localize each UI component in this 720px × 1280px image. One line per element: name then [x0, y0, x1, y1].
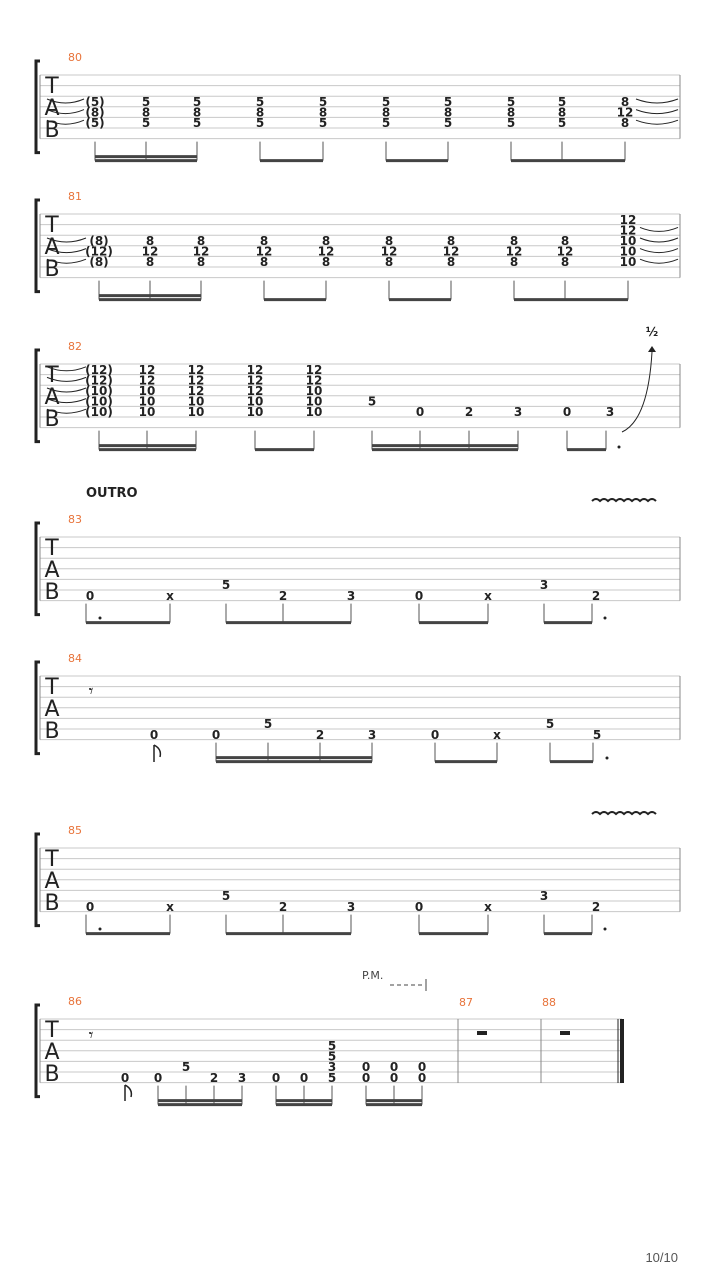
- fret-number: 0: [414, 899, 424, 914]
- fret-number: 10: [138, 394, 156, 409]
- measure-number: 87: [459, 996, 473, 1009]
- fret-number: 12: [619, 212, 637, 227]
- fret-number: 8: [318, 105, 328, 120]
- fret-number: (8): [85, 105, 105, 120]
- fret-number: 12: [305, 373, 323, 388]
- fret-number: 5: [255, 116, 265, 131]
- fret-number: 8: [321, 234, 331, 248]
- fret-number: 8: [321, 255, 331, 270]
- tab-clef-letter: A: [44, 558, 60, 583]
- tab-clef-letter: T: [45, 74, 59, 99]
- fret-number: 8: [384, 234, 394, 248]
- fret-number: 10: [305, 384, 323, 398]
- fret-number: 8: [620, 95, 630, 109]
- tab-clef-letter: B: [44, 580, 60, 605]
- fret-number: 12: [619, 223, 637, 238]
- tab-clef-letter: B: [44, 891, 60, 916]
- fret-number: 8: [255, 105, 265, 120]
- tab-clef-letter: A: [44, 385, 60, 410]
- section-label: OUTRO: [86, 486, 138, 501]
- bend-label: ½: [645, 325, 659, 339]
- fret-number: 0: [417, 1070, 427, 1085]
- fret-number: 2: [591, 588, 601, 603]
- fret-number: 0: [414, 588, 424, 603]
- fret-number: 5: [327, 1039, 337, 1053]
- tab-clef-letter: A: [44, 697, 60, 722]
- fret-number: x: [166, 899, 174, 914]
- tab-clef-letter: T: [45, 536, 59, 561]
- fret-number: x: [166, 588, 174, 603]
- fret-number: 5: [327, 1049, 337, 1064]
- fret-number: 12: [556, 244, 574, 259]
- fret-number: 8: [443, 105, 453, 120]
- fret-number: 8: [196, 255, 206, 270]
- system-bracket: [36, 662, 40, 754]
- fret-number: 0: [361, 1060, 371, 1075]
- fret-number: 10: [619, 255, 637, 270]
- system-bracket: [36, 200, 40, 292]
- fret-number: 0: [211, 727, 221, 742]
- fret-number: 3: [605, 405, 615, 420]
- fret-number: 10: [305, 405, 323, 420]
- fret-number: 5: [141, 116, 151, 131]
- fret-number: 12: [187, 384, 205, 398]
- fret-number: 5: [367, 394, 377, 409]
- fret-number: 5: [192, 116, 202, 131]
- measure-number: 82: [68, 340, 82, 353]
- fret-number: 12: [138, 362, 156, 377]
- fret-number: 12: [246, 373, 264, 388]
- fret-number: 10: [246, 394, 264, 409]
- tab-clef-letter: T: [45, 363, 59, 388]
- fret-number: 10: [138, 384, 156, 398]
- fret-number: 0: [389, 1070, 399, 1085]
- tie-arc: [636, 110, 678, 114]
- fret-number: (5): [85, 95, 105, 109]
- fret-number: 8: [145, 255, 155, 270]
- tab-system: [36, 995, 622, 1105]
- fret-number: (5): [85, 116, 105, 131]
- fret-number: x: [484, 588, 492, 603]
- page-number: 10/10: [645, 1250, 678, 1265]
- fret-number: 8: [192, 105, 202, 120]
- eighth-rest: 𝄾: [88, 681, 94, 702]
- fret-number: 2: [278, 588, 288, 603]
- fret-number: 12: [246, 384, 264, 398]
- fret-number: 12: [305, 362, 323, 377]
- fret-number: 3: [346, 588, 356, 603]
- fret-number: 8: [196, 234, 206, 248]
- fret-number: 12: [141, 244, 159, 259]
- tab-clef-letter: T: [45, 675, 59, 700]
- tab-system: [36, 513, 680, 623]
- fret-number: 12: [192, 244, 210, 259]
- fret-number: 8: [145, 234, 155, 248]
- fret-number: 2: [591, 899, 601, 914]
- system-bracket: [36, 834, 40, 926]
- fret-number: 10: [187, 394, 205, 409]
- dot: [604, 928, 607, 931]
- fret-number: 2: [209, 1070, 219, 1085]
- grace-flag: [154, 745, 160, 762]
- fret-number: 0: [417, 1060, 427, 1075]
- fret-number: (10): [85, 405, 113, 420]
- fret-number: 5: [381, 116, 391, 131]
- fret-number: 3: [539, 889, 549, 904]
- fret-number: 5: [263, 717, 273, 732]
- system-bracket: [36, 350, 40, 442]
- fret-number: (12): [85, 373, 113, 388]
- fret-number: 0: [149, 727, 159, 742]
- fret-number: 3: [367, 727, 377, 742]
- tab-clef-letter: A: [44, 96, 60, 121]
- measure-number: 81: [68, 190, 82, 203]
- dot: [99, 617, 102, 620]
- fret-number: 5: [545, 717, 555, 732]
- fret-number: 8: [560, 255, 570, 270]
- tab-clef-letter: A: [44, 869, 60, 894]
- tie-arc: [640, 238, 678, 242]
- vibrato-mark: [592, 499, 656, 501]
- fret-number: 0: [389, 1060, 399, 1075]
- tie-arc: [640, 249, 678, 253]
- fret-number: 0: [120, 1070, 130, 1085]
- fret-number: 2: [315, 727, 325, 742]
- fret-number: 12: [138, 373, 156, 388]
- fret-number: 0: [85, 588, 95, 603]
- measure-number: 86: [68, 995, 82, 1008]
- measure-number: 84: [68, 652, 82, 665]
- bend-arrowhead: [648, 346, 656, 352]
- fret-number: 10: [619, 244, 637, 259]
- fret-number: 5: [141, 95, 151, 109]
- final-barline-thick: [620, 1019, 624, 1083]
- fret-number: 5: [327, 1070, 337, 1085]
- fret-number: (12): [85, 244, 113, 259]
- fret-number: 8: [509, 234, 519, 248]
- tie-arc: [636, 99, 678, 103]
- whole-rest: [560, 1031, 570, 1035]
- fret-number: 10: [187, 405, 205, 420]
- fret-number: 5: [557, 95, 567, 109]
- tab-clef-letter: B: [44, 118, 60, 143]
- fret-number: 5: [557, 116, 567, 131]
- fret-number: (8): [89, 234, 109, 248]
- fret-number: 10: [619, 234, 637, 248]
- fret-number: 12: [255, 244, 273, 259]
- measure-number: 85: [68, 824, 82, 837]
- dot: [604, 617, 607, 620]
- dot: [618, 446, 621, 449]
- tab-system: [36, 51, 680, 161]
- fret-number: 8: [506, 105, 516, 120]
- fret-number: 8: [259, 255, 269, 270]
- fret-number: 5: [221, 578, 231, 593]
- fret-number: 8: [446, 255, 456, 270]
- fret-number: 3: [346, 899, 356, 914]
- fret-number: 3: [513, 405, 523, 420]
- system-bracket: [36, 1005, 40, 1097]
- fret-number: 8: [557, 105, 567, 120]
- tie-arc: [636, 120, 678, 124]
- fret-number: 8: [381, 105, 391, 120]
- fret-number: 0: [430, 727, 440, 742]
- tab-system: [36, 340, 680, 450]
- fret-number: 5: [443, 116, 453, 131]
- tab-clef-letter: A: [44, 235, 60, 260]
- dot: [99, 928, 102, 931]
- fret-number: 12: [317, 244, 335, 259]
- fret-number: 8: [509, 255, 519, 270]
- fret-number: 3: [539, 578, 549, 593]
- fret-number: 5: [318, 116, 328, 131]
- fret-number: x: [484, 899, 492, 914]
- fret-number: 10: [305, 394, 323, 409]
- fret-number: 0: [271, 1070, 281, 1085]
- tab-clef-letter: T: [45, 1018, 59, 1043]
- fret-number: 12: [616, 105, 634, 120]
- fret-number: 3: [237, 1070, 247, 1085]
- grace-flag: [125, 1085, 131, 1101]
- fret-number: 12: [442, 244, 460, 259]
- fret-number: 5: [592, 727, 602, 742]
- tab-clef-letter: T: [45, 847, 59, 872]
- fret-number: 12: [246, 362, 264, 377]
- measure-number: 80: [68, 51, 82, 64]
- tab-system: [36, 652, 680, 762]
- fret-number: 8: [446, 234, 456, 248]
- fret-number: x: [493, 727, 501, 742]
- vibrato-mark: [592, 812, 656, 814]
- fret-number: (10): [85, 394, 113, 409]
- tab-system: [36, 824, 680, 934]
- fret-number: 5: [192, 95, 202, 109]
- fret-number: 5: [381, 95, 391, 109]
- system-bracket: [36, 523, 40, 615]
- fret-number: 5: [443, 95, 453, 109]
- whole-rest: [477, 1031, 487, 1035]
- tab-system: [36, 190, 680, 300]
- tie-arc: [640, 259, 678, 263]
- eighth-rest: 𝄾: [88, 1025, 94, 1046]
- fret-number: 0: [299, 1070, 309, 1085]
- fret-number: 8: [384, 255, 394, 270]
- fret-number: 10: [246, 405, 264, 420]
- tab-clef-letter: B: [44, 1062, 60, 1087]
- palm-mute-label: P.M.: [362, 969, 384, 982]
- fret-number: 3: [327, 1060, 337, 1075]
- fret-number: 5: [255, 95, 265, 109]
- fret-number: 8: [560, 234, 570, 248]
- fret-number: 12: [187, 362, 205, 377]
- measure-number: 83: [68, 513, 82, 526]
- dot: [606, 757, 609, 760]
- fret-number: 5: [181, 1060, 191, 1075]
- fret-number: 12: [505, 244, 523, 259]
- fret-number: 8: [620, 116, 630, 131]
- tab-clef-letter: B: [44, 407, 60, 432]
- tab-clef-letter: B: [44, 257, 60, 282]
- fret-number: 0: [85, 899, 95, 914]
- system-bracket: [36, 61, 40, 153]
- fret-number: 5: [506, 116, 516, 131]
- fret-number: 0: [153, 1070, 163, 1085]
- fret-number: (8): [89, 255, 109, 270]
- fret-number: 12: [380, 244, 398, 259]
- fret-number: 12: [187, 373, 205, 388]
- tab-clef-letter: B: [44, 719, 60, 744]
- fret-number: 2: [464, 405, 474, 420]
- tab-clef-letter: A: [44, 1040, 60, 1065]
- fret-number: 5: [506, 95, 516, 109]
- fret-number: 5: [318, 95, 328, 109]
- fret-number: 10: [138, 405, 156, 420]
- fret-number: 8: [259, 234, 269, 248]
- fret-number: 0: [562, 405, 572, 420]
- measure-number: 88: [542, 996, 556, 1009]
- fret-number: (12): [85, 362, 113, 377]
- fret-number: 5: [221, 889, 231, 904]
- fret-number: (10): [85, 384, 113, 398]
- tie-arc: [640, 227, 678, 231]
- fret-number: 2: [278, 899, 288, 914]
- fret-number: 8: [141, 105, 151, 120]
- fret-number: 0: [415, 405, 425, 420]
- fret-number: 0: [361, 1070, 371, 1085]
- tab-clef-letter: T: [45, 213, 59, 238]
